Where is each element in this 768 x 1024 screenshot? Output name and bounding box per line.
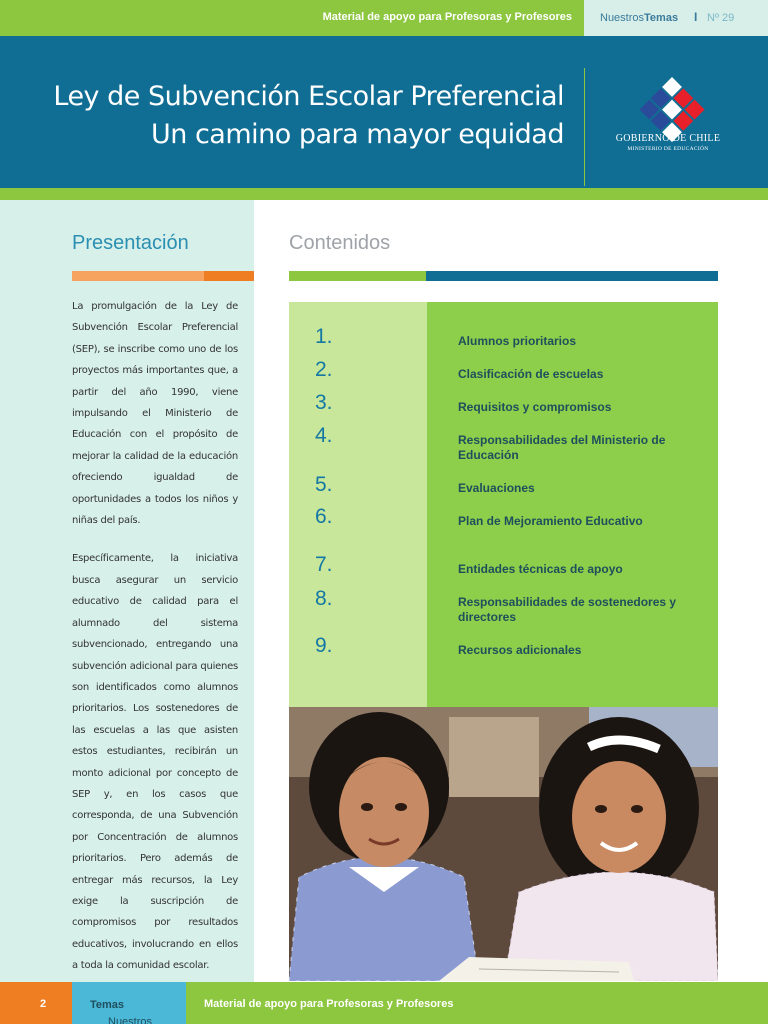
issue-separator: I xyxy=(694,10,698,24)
toc-number: 6. xyxy=(315,505,333,528)
presentation-body xyxy=(72,296,238,977)
toc-item-label[interactable]: Plan de Mejoramiento Educativo xyxy=(458,514,643,528)
series-brand-light: Nuestros xyxy=(600,12,645,24)
contents-rule-green xyxy=(289,271,426,281)
contents-rule-blue xyxy=(426,271,718,281)
students-illustration xyxy=(289,707,718,981)
presentation-paragraph-2: Específicamente, la iniciativa busca asegurar un servicio educativo de calidad para el alumnado del sistema subvencionado, entregando una subvención adicional para quienes son identificados como alumnos prioritarios. Los sostenedores de las escuelas a las que asisten estos estudiantes, recibirán un monto adicional por concepto de SEP y, en los casos que corresponda, de una Subvención por Concentración de alumnos prioritarios. Pero además de entregar más recursos, la Ley exige la suscripción de compromisos por resultados educativos, involucrando en ellos a toda la comunidad escolar. xyxy=(72,553,238,972)
toc-number: 8. xyxy=(315,587,333,610)
toc-item-label[interactable]: Evaluaciones xyxy=(458,481,535,495)
toc-item-label[interactable]: Responsabilidades de sostenedores y directores xyxy=(458,595,677,624)
presentation-rule-light xyxy=(72,271,204,281)
toc-item-label[interactable]: Entidades técnicas de apoyo xyxy=(458,562,623,576)
toc-item-label[interactable]: Requisitos y compromisos xyxy=(458,400,612,414)
contents-heading: Contenidos xyxy=(289,232,391,254)
top-bar-issue-box xyxy=(584,0,768,36)
toc-number-column xyxy=(289,302,427,707)
title-line-2: Un camino para mayor equidad xyxy=(151,119,564,150)
students-photo xyxy=(289,707,718,981)
toc-item-label[interactable]: Recursos adicionales xyxy=(458,643,582,657)
footer-support-text: Material de apoyo para Profesoras y Profesores xyxy=(204,998,454,1010)
toc-number: 7. xyxy=(315,553,333,576)
toc-number: 4. xyxy=(315,424,333,447)
toc-number: 1. xyxy=(315,325,333,348)
toc-item-label[interactable]: Alumnos prioritarios xyxy=(458,334,577,348)
title-line-1: Ley de Subvención Escolar Preferencial xyxy=(53,81,564,112)
toc-number: 2. xyxy=(315,358,333,381)
footer-brand-bold: Temas xyxy=(90,999,125,1011)
header-divider xyxy=(584,68,585,186)
presentation-heading: Presentación xyxy=(72,232,189,254)
toc-number: 3. xyxy=(315,391,333,414)
presentation-paragraph-1: La promulgación de la Ley de Subvención Escolar Preferencial (SEP), se inscribe como uno de los proyectos más importantes que, a partir del año 1990, viene impulsando el Ministerio de Educación con el propósito de mejorar la calidad de la educación ofreciendo igualdad de oportunidades a todos los niños y niñas del país. xyxy=(72,301,238,527)
footer-page-box xyxy=(0,982,72,1024)
footer-brand-light: Nuestros xyxy=(108,1016,153,1024)
toc-number: 5. xyxy=(315,473,333,496)
header-green-rule xyxy=(0,188,768,200)
top-bar-main xyxy=(0,0,584,36)
toc-item-label[interactable]: Clasificación de escuelas xyxy=(458,367,604,381)
top-bar xyxy=(0,0,768,36)
ministry-name: MINISTERIO DE EDUCACIÓN xyxy=(627,146,709,152)
series-brand-bold: Temas xyxy=(644,12,679,24)
presentation-rule-dark xyxy=(204,271,254,281)
page-number: 2 xyxy=(40,998,47,1010)
toc-number: 9. xyxy=(315,634,333,657)
issue-number: Nº 29 xyxy=(707,12,735,24)
series-brand xyxy=(600,12,678,24)
page-title xyxy=(53,78,564,154)
footer-brand xyxy=(90,999,153,1024)
toc-item-label[interactable]: Responsabilidades del Ministerio de Educación xyxy=(458,433,666,462)
top-bar-support-text: Material de apoyo para Profesoras y Profesores xyxy=(322,11,572,23)
footer-brand-box xyxy=(72,982,186,1024)
government-name: GOBIERNO DE CHILE xyxy=(615,133,721,144)
header-banner xyxy=(0,36,768,188)
